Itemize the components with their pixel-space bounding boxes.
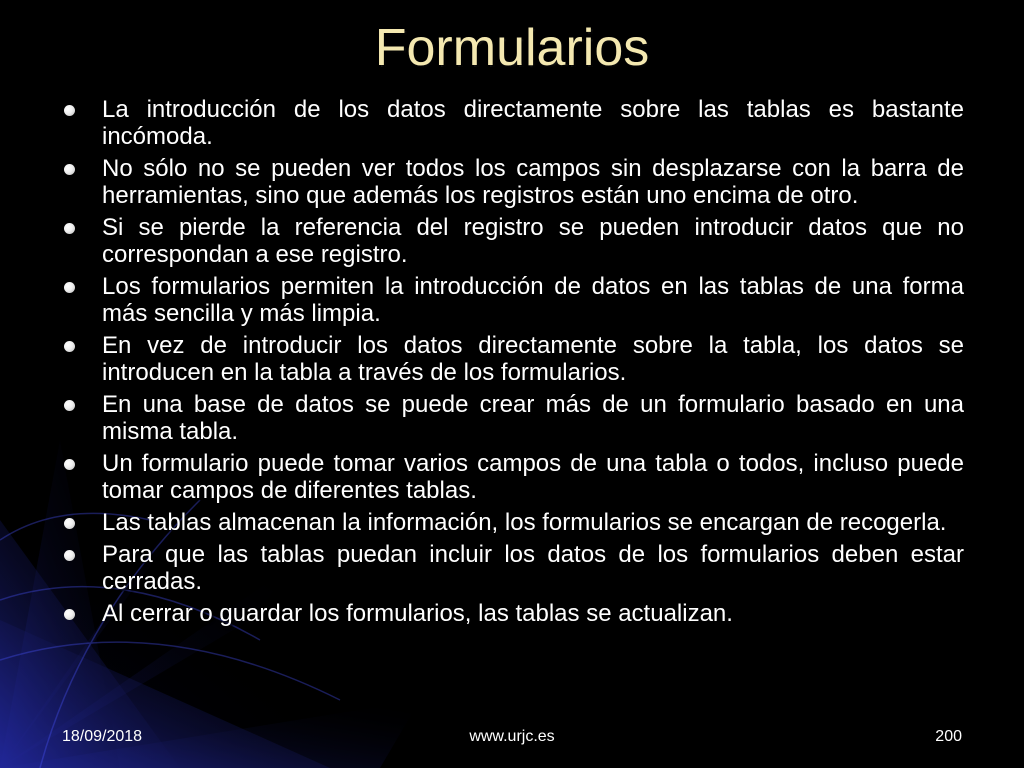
bullet-icon	[64, 164, 75, 175]
bullet-icon	[64, 105, 75, 116]
bullet-icon	[64, 459, 75, 470]
bullet-text: Un formulario puede tomar varios campos de una tabla o todos, incluso puede tomar campos de diferentes tablas.	[102, 450, 964, 504]
bullet-item	[60, 214, 964, 268]
bullet-icon	[64, 341, 75, 352]
bullet-item	[60, 391, 964, 445]
bullet-text: Para que las tablas puedan incluir los datos de los formularios deben estar cerradas.	[102, 541, 964, 595]
bullet-text: Si se pierde la referencia del registro se pueden introducir datos que no correspondan a ese registro.	[102, 214, 964, 268]
bullet-list	[60, 96, 964, 632]
bullet-icon	[64, 518, 75, 529]
bullet-text: Los formularios permiten la introducción de datos en las tablas de una forma más sencilla y más limpia.	[102, 273, 964, 327]
footer-page-number: 200	[935, 728, 962, 745]
bullet-item	[60, 600, 964, 627]
bullet-item	[60, 509, 964, 536]
bullet-text: Las tablas almacenan la información, los formularios se encargan de recogerla.	[102, 509, 947, 536]
bullet-text: Al cerrar o guardar los formularios, las tablas se actualizan.	[102, 600, 733, 627]
slide-title: Formularios	[374, 19, 650, 77]
bullet-icon	[64, 550, 75, 561]
footer-date: 18/09/2018	[62, 728, 143, 745]
bullet-text: La introducción de los datos directamente sobre las tablas es bastante incómoda.	[102, 96, 964, 150]
bullet-icon	[64, 400, 75, 411]
bullet-text: No sólo no se pueden ver todos los campos sin desplazarse con la barra de herramientas, sino que además los registros están uno encima de otro.	[102, 155, 964, 209]
bullet-icon	[64, 609, 75, 620]
footer-site: www.urjc.es	[469, 728, 555, 745]
bullet-item	[60, 155, 964, 209]
bullet-item	[60, 450, 964, 504]
bullet-item	[60, 541, 964, 595]
bullet-text: En vez de introducir los datos directamente sobre la tabla, los datos se introducen en la tabla a través de los formularios.	[102, 332, 964, 386]
bullet-item	[60, 273, 964, 327]
bullet-icon	[64, 223, 75, 234]
bullet-item	[60, 332, 964, 386]
bullet-icon	[64, 282, 75, 293]
bullet-item	[60, 96, 964, 150]
bullet-text: En una base de datos se puede crear más de un formulario basado en una misma tabla.	[102, 391, 964, 445]
